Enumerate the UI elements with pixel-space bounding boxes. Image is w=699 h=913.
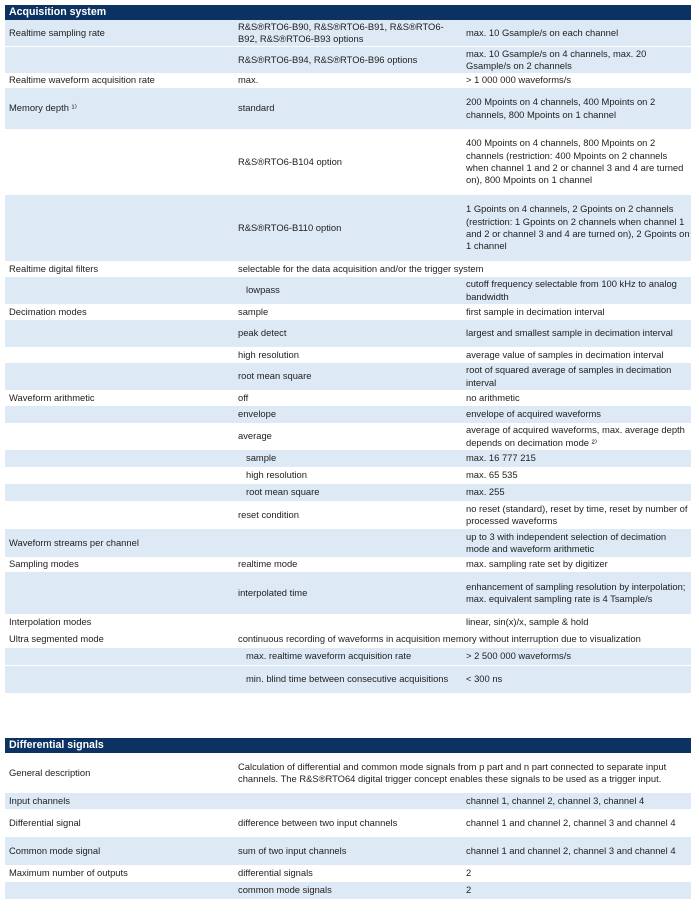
table-row xyxy=(5,467,691,484)
param-condition: R&S®RTO6-B94, R&S®RTO6-B96 options xyxy=(238,53,418,65)
param-condition: max. xyxy=(238,74,259,86)
param-condition: min. blind time between consecutive acquisitions xyxy=(246,673,449,685)
table-row xyxy=(5,809,691,837)
param-label xyxy=(9,363,229,390)
table-row xyxy=(5,46,691,73)
param-label: Maximum number of outputs xyxy=(9,867,128,879)
param-condition: root mean square xyxy=(246,486,320,498)
param-label xyxy=(9,666,229,693)
param-description: selectable for the data acquisition and/or the trigger system xyxy=(238,262,484,274)
param-value: enhancement of sampling resolution by interpolation; max. equivalent sampling rate is 4 Tsample/s xyxy=(466,580,686,604)
table-row xyxy=(5,363,691,390)
table-row xyxy=(5,347,691,363)
table-row xyxy=(5,304,691,320)
param-value: max. 16 777 215 xyxy=(466,452,536,464)
param-condition: lowpass xyxy=(246,284,280,296)
table-row xyxy=(5,195,691,261)
table-row xyxy=(5,450,691,467)
param-condition: standard xyxy=(238,102,275,114)
param-label: Realtime digital filters xyxy=(9,262,99,274)
param-value: 2 xyxy=(466,867,472,879)
param-value: max. 10 Gsample/s on each channel xyxy=(466,26,619,38)
param-value: up to 3 with independent selection of decimation mode and waveform arithmetic xyxy=(466,530,667,554)
table-row xyxy=(5,793,691,809)
param-label: Sampling modes xyxy=(9,558,79,570)
table-row xyxy=(5,73,691,88)
param-value: max. 255 xyxy=(466,486,505,498)
param-label: Differential signal xyxy=(9,816,81,828)
param-label: Common mode signal xyxy=(9,844,101,856)
param-label xyxy=(9,882,229,899)
param-value: max. sampling rate set by digitizer xyxy=(466,558,608,570)
table-row xyxy=(5,261,691,277)
param-condition: reset condition xyxy=(238,508,299,520)
table-row xyxy=(5,631,691,648)
param-label: Realtime waveform acquisition rate xyxy=(9,74,155,86)
param-label: Decimation modes xyxy=(9,305,87,317)
table-row xyxy=(5,423,691,450)
param-condition: common mode signals xyxy=(238,884,332,896)
table-row xyxy=(5,406,691,423)
param-value: 2 xyxy=(466,884,472,896)
param-value: 400 Mpoints on 4 channels, 800 Mpoints on 2 channels (restriction: 400 Mpoints on 2 channels when channel 1 and 2 or channel 3 and 4 are turned on), 800 Mpoints on 1 channel xyxy=(466,137,684,186)
param-label xyxy=(9,320,229,347)
param-label xyxy=(9,129,229,195)
param-condition: sample xyxy=(238,305,269,317)
table-row xyxy=(5,865,691,882)
table-row xyxy=(5,614,691,631)
param-value: cutoff frequency selectable from 100 kHz to analog bandwidth xyxy=(466,278,677,302)
param-description: Calculation of differential and common mode signals from p part and n part connected to separate input channels. The R&S®RTO64 digital trigger concept enables these signals to be used as a trigger input. xyxy=(238,760,667,784)
param-label xyxy=(9,572,229,614)
param-value: max. 10 Gsample/s on 4 channels, max. 20 Gsample/s on 2 channels xyxy=(466,47,647,71)
param-condition xyxy=(238,793,462,809)
param-value: channel 1 and channel 2, channel 3 and channel 4 xyxy=(466,844,676,856)
param-label: Waveform streams per channel xyxy=(9,536,139,548)
param-condition: off xyxy=(238,391,249,403)
section-title: Differential signals xyxy=(5,738,691,753)
param-condition: differential signals xyxy=(238,867,313,879)
param-label: Waveform arithmetic xyxy=(9,391,95,403)
table-row xyxy=(5,557,691,572)
param-condition: average xyxy=(238,430,272,442)
param-condition: root mean square xyxy=(238,370,312,382)
param-label xyxy=(9,450,229,467)
param-label xyxy=(9,467,229,484)
param-value: > 2 500 000 waveforms/s xyxy=(466,650,572,662)
param-value: 1 Gpoints on 4 channels, 2 Gpoints on 2 channels (restriction: 1 Gpoints on 2 channels when channel 1 and 2 or channel 3 and 4 are turned on), 2 Gpoints on 1 channel xyxy=(466,203,690,252)
param-value: linear, sin(x)/x, sample & hold xyxy=(466,616,589,628)
param-condition: high resolution xyxy=(238,348,299,360)
param-label xyxy=(9,648,229,665)
param-condition xyxy=(238,529,462,557)
param-value: > 1 000 000 waveforms/s xyxy=(466,74,572,86)
param-label: Input channels xyxy=(9,794,70,806)
param-label xyxy=(9,423,229,450)
param-label: Memory depth ¹⁾ xyxy=(9,102,77,114)
param-label xyxy=(9,501,229,529)
param-condition: interpolated time xyxy=(238,586,308,598)
param-condition: high resolution xyxy=(246,469,307,481)
param-value: no reset (standard), reset by time, reset by number of processed waveforms xyxy=(466,502,688,526)
param-value: channel 1 and channel 2, channel 3 and channel 4 xyxy=(466,816,676,828)
param-label xyxy=(9,47,229,73)
param-label: General description xyxy=(9,766,91,778)
table-row xyxy=(5,882,691,899)
param-value: envelope of acquired waveforms xyxy=(466,408,601,420)
param-condition: envelope xyxy=(238,408,277,420)
param-value: max. 65 535 xyxy=(466,469,518,481)
param-label xyxy=(9,195,229,261)
param-value: root of squared average of samples in decimation interval xyxy=(466,364,672,388)
param-value: average of acquired waveforms, max. average depth depends on decimation mode ²⁾ xyxy=(466,424,685,448)
table-row xyxy=(5,277,691,304)
param-value: < 300 ns xyxy=(466,673,503,685)
param-label: Ultra segmented mode xyxy=(9,633,104,645)
param-description: continuous recording of waveforms in acquisition memory without interruption due to visualization xyxy=(238,633,641,645)
table-row xyxy=(5,572,691,614)
param-condition: sum of two input channels xyxy=(238,844,347,856)
param-condition: sample xyxy=(246,452,277,464)
param-value: largest and smallest sample in decimation interval xyxy=(466,327,673,339)
param-condition: R&S®RTO6-B104 option xyxy=(238,155,343,167)
param-value: 200 Mpoints on 4 channels, 400 Mpoints on 2 channels, 800 Mpoints on 1 channel xyxy=(466,96,656,120)
differential-section xyxy=(5,738,691,899)
acquisition-section xyxy=(5,5,691,693)
table-row xyxy=(5,753,691,793)
table-row xyxy=(5,648,691,665)
param-value: average value of samples in decimation interval xyxy=(466,348,664,360)
param-value: first sample in decimation interval xyxy=(466,305,605,317)
table-row xyxy=(5,88,691,129)
table-row xyxy=(5,20,691,46)
param-value: no arithmetic xyxy=(466,391,520,403)
param-value: channel 1, channel 2, channel 3, channel 4 xyxy=(466,794,645,806)
table-row xyxy=(5,320,691,347)
table-row xyxy=(5,484,691,501)
param-condition: realtime mode xyxy=(238,558,298,570)
section-title: Acquisition system xyxy=(5,5,691,20)
param-label: Realtime sampling rate xyxy=(9,26,105,38)
param-condition: max. realtime waveform acquisition rate xyxy=(246,650,412,662)
param-label xyxy=(9,406,229,423)
param-label xyxy=(9,484,229,501)
table-row xyxy=(5,665,691,693)
param-label xyxy=(9,277,229,304)
param-label: Interpolation modes xyxy=(9,616,92,628)
param-condition: difference between two input channels xyxy=(238,816,398,828)
table-row xyxy=(5,390,691,406)
param-label xyxy=(9,347,229,363)
table-row xyxy=(5,529,691,557)
param-condition: peak detect xyxy=(238,327,287,339)
table-row xyxy=(5,837,691,865)
param-condition: R&S®RTO6-B110 option xyxy=(238,221,342,233)
param-condition xyxy=(238,614,462,631)
param-condition: R&S®RTO6-B90, R&S®RTO6-B91, R&S®RTO6-B92, R&S®RTO6-B93 options xyxy=(238,20,444,44)
table-row xyxy=(5,501,691,529)
table-row xyxy=(5,129,691,195)
